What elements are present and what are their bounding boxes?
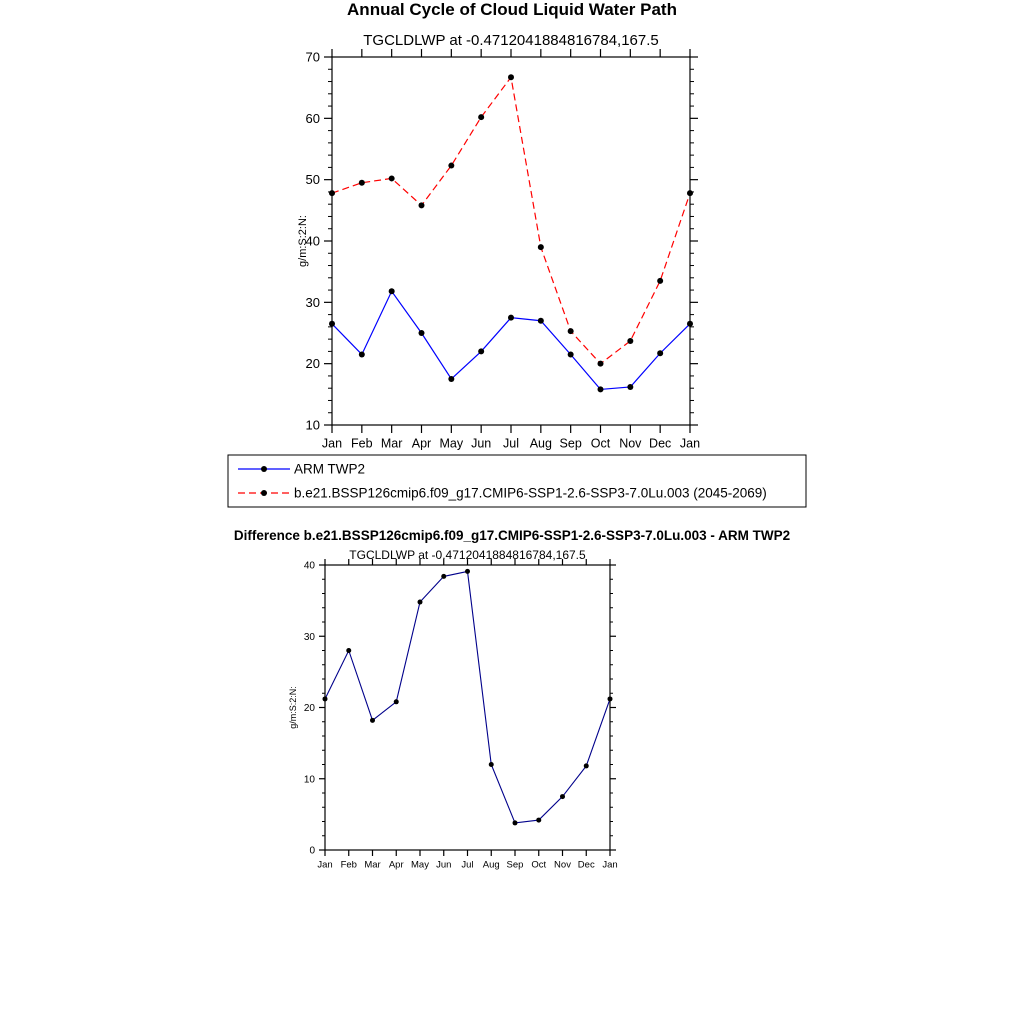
chart2-month-label: May <box>411 859 429 871</box>
chart2-month-label: Oct <box>531 859 547 871</box>
chart2-month-label: Aug <box>482 859 500 871</box>
chart1-y-tick-label: 70 <box>305 49 320 65</box>
chart1-series-marker-1 <box>448 163 454 169</box>
chart2-month-label: Nov <box>554 859 571 871</box>
chart1-series-marker-0 <box>448 376 454 382</box>
chart2-month-label: Mar <box>364 859 381 871</box>
chart1-y-tick-label: 30 <box>305 294 320 310</box>
chart1-series-marker-0 <box>478 348 484 354</box>
chart1-series-marker-1 <box>657 278 663 284</box>
chart1-y-tick-label: 10 <box>305 417 320 433</box>
chart1-series-marker-0 <box>687 321 693 327</box>
chart1-series-line-0 <box>332 291 690 389</box>
chart2-month-label: Apr <box>388 859 404 871</box>
chart2-series-marker-0 <box>513 820 518 825</box>
chart1-series-marker-1 <box>538 244 544 250</box>
chart1-series-marker-1 <box>687 190 693 196</box>
chart1-series-marker-0 <box>538 318 544 324</box>
chart1-month-label: Apr <box>411 436 432 451</box>
chart1-month-label: Mar <box>380 436 403 451</box>
chart1-series-marker-1 <box>627 338 633 344</box>
chart2-series-marker-0 <box>370 718 375 723</box>
chart1-month-label: Feb <box>351 436 373 451</box>
chart1-month-label: Dec <box>649 436 672 451</box>
chart1-series-marker-0 <box>419 330 425 336</box>
chart2-series-marker-0 <box>560 794 565 799</box>
chart1-series-marker-1 <box>568 328 574 334</box>
chart2-series-marker-0 <box>441 574 446 579</box>
chart1-series-marker-0 <box>568 351 574 357</box>
chart1-series-marker-1 <box>359 180 365 186</box>
chart2-month-label: Sep <box>506 859 524 871</box>
chart1-y-tick-label: 20 <box>305 356 320 372</box>
chart1-y-tick-label: 40 <box>305 233 320 249</box>
chart1-month-label: Nov <box>619 436 642 451</box>
chart1-series-marker-0 <box>359 351 365 357</box>
chart1-subtitle: TGCLDLWP at -0.4712041884816784,167.5 <box>363 32 659 49</box>
chart2-y-tick-label: 20 <box>303 703 315 714</box>
chart1-month-label: May <box>439 436 464 451</box>
legend-marker-0 <box>261 466 267 472</box>
chart1-series-marker-0 <box>508 315 514 321</box>
chart2-y-tick-label: 0 <box>309 845 315 857</box>
chart1-series-marker-1 <box>508 74 514 80</box>
chart2-series-line-0 <box>325 571 610 823</box>
chart1-month-label: Jul <box>503 436 519 451</box>
chart1-series-marker-1 <box>389 175 395 181</box>
chart1-month-label: Jan <box>321 436 343 451</box>
chart1-month-label: Oct <box>590 436 611 451</box>
chart2-month-label: Jan <box>317 859 333 871</box>
chart1-month-label: Sep <box>559 436 582 451</box>
chart1-series-line-1 <box>332 77 690 363</box>
chart1-series-marker-0 <box>389 288 395 294</box>
chart1-y-tick-label: 60 <box>305 110 320 126</box>
chart2-series-marker-0 <box>489 762 494 767</box>
chart1-series-marker-1 <box>478 114 484 120</box>
chart2-month-label: Jan <box>602 859 618 871</box>
chart1-series-marker-1 <box>419 202 425 208</box>
chart1-plot-box <box>332 57 690 425</box>
chart2-month-label: Jun <box>436 859 452 871</box>
chart1-month-label: Jun <box>471 436 492 451</box>
chart2-title: Difference b.e21.BSSP126cmip6.f09_g17.CMIP6-SSP1-2.6-SSP3-7.0Lu.003 - ARM TWP2 <box>233 528 791 543</box>
chart2-series-marker-0 <box>418 600 423 605</box>
chart1-y-tick-label: 50 <box>305 172 320 188</box>
legend-label-0: ARM TWP2 <box>294 461 366 477</box>
chart2-y-tick-label: 10 <box>303 774 315 786</box>
legend-marker-1 <box>261 490 267 496</box>
chart2-series-marker-0 <box>323 696 328 701</box>
chart1-series-marker-0 <box>627 384 633 390</box>
chart2-series-marker-0 <box>584 763 589 768</box>
chart2-series-marker-0 <box>536 818 541 823</box>
chart1-series-marker-1 <box>329 190 335 196</box>
chart2-series-marker-0 <box>394 699 399 704</box>
chart2-month-label: Jul <box>461 859 474 871</box>
chart2-month-label: Dec <box>577 859 595 871</box>
chart1-series-marker-1 <box>598 361 604 367</box>
chart1-title: Annual Cycle of Cloud Liquid Water Path <box>347 0 677 19</box>
chart1-month-label: Aug <box>529 436 552 451</box>
chart2-month-label: Feb <box>340 859 357 871</box>
chart1-series-marker-0 <box>598 386 604 392</box>
legend-label-1: b.e21.BSSP126cmip6.f09_g17.CMIP6-SSP1-2.6-SSP3-7.0Lu.003 (2045-2069) <box>294 485 767 501</box>
chart2-y-axis-label: g/m:S:2:N: <box>288 686 298 729</box>
chart2-subtitle: TGCLDLWP at -0.4712041884816784,167.5 <box>349 548 586 562</box>
chart2-series-marker-0 <box>608 696 613 701</box>
chart1-series-marker-0 <box>657 350 663 356</box>
chart2-y-tick-label: 40 <box>303 560 315 572</box>
chart2-y-tick-label: 30 <box>303 631 315 643</box>
chart2-series-marker-0 <box>465 569 470 574</box>
chart1-month-label: Jan <box>679 436 701 451</box>
chart1-y-axis-label: g/m:S:2:N: <box>297 215 309 267</box>
chart1-series-marker-0 <box>329 321 335 327</box>
chart2-series-marker-0 <box>346 648 351 653</box>
